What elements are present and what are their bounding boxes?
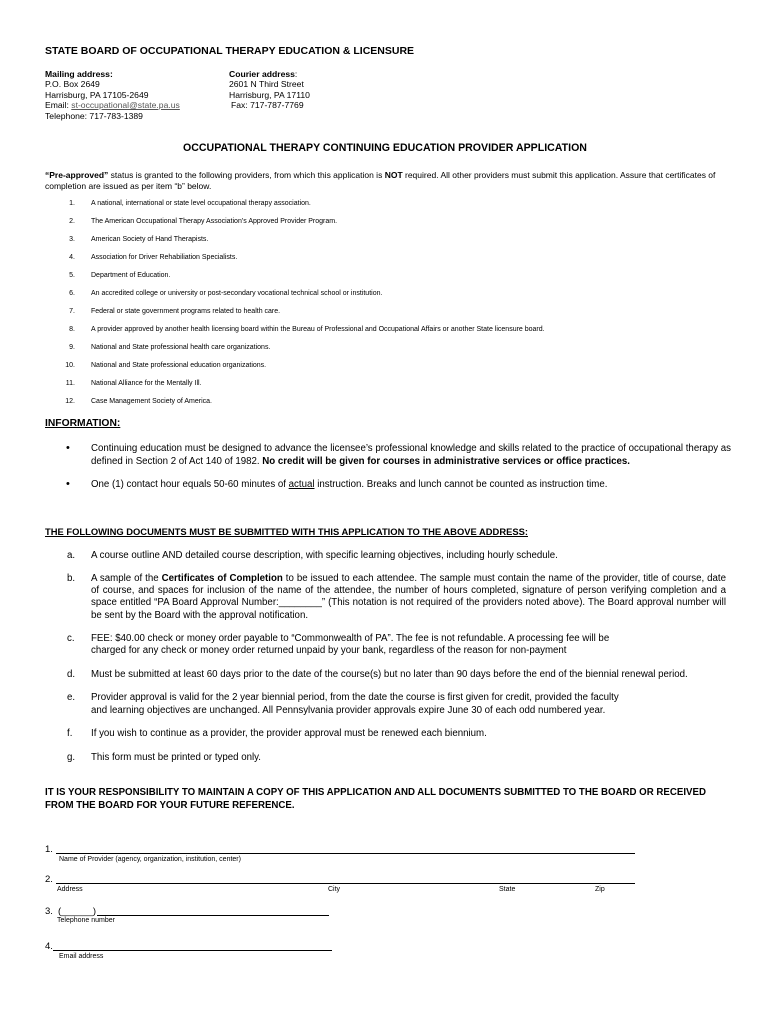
- mailing-email-row: [45, 100, 180, 110]
- item-c-line2: charged for any check or money order returned unpaid by your bank, regardless of the reason for non-payment: [91, 645, 567, 656]
- state-caption: State: [499, 886, 516, 893]
- email-prefix: Email:: [45, 100, 72, 111]
- email-field[interactable]: [53, 950, 332, 951]
- city-caption: City: [328, 886, 341, 893]
- intro-text-b: required. All other providers must submit this application. Assure that certificates of completion are issued as per item “b” below.: [45, 170, 716, 191]
- information-bullet-2: One (1) contact hour equals 50-60 minutes of actual instruction. Breaks and lunch cannot be counted as instruction time.: [91, 479, 608, 490]
- item-d-text: Must be submitted at least 60 days prior to the date of the course(s) but no later than 90 days before the end of the biennial renewal period.: [91, 669, 688, 680]
- responsibility-notice: IT IS YOUR RESPONSIBILITY TO MAINTAIN A COPY OF THIS APPLICATION AND ALL DOCUMENTS SUBMITTED TO THE BOARD OR RECEIVED FROM THE BOARD FOR YOUR FUTURE REFERENCE.: [45, 787, 706, 811]
- mailing-line2: Harrisburg, PA 17105-2649: [45, 89, 149, 100]
- item-c-line1: FEE: $40.00 check or money order payable to “Commonwealth of PA”. The fee is not refundable. A processing fee will be: [91, 633, 610, 644]
- item-g-text: This form must be printed or typed only.: [91, 752, 261, 763]
- field-4-number: 4.: [45, 941, 53, 952]
- field-2-number: 2.: [45, 874, 53, 885]
- intro-bold-lead: “Pre-approved”: [45, 170, 109, 180]
- email-link[interactable]: st-occupational@state.pa.us: [71, 100, 180, 111]
- information-heading: INFORMATION:: [45, 418, 121, 429]
- intro-paragraph: [45, 170, 725, 192]
- item-f-letter: f.: [67, 728, 73, 739]
- board-title: STATE BOARD OF OCCUPATIONAL THERAPY EDUCATION & LICENSURE: [45, 45, 415, 57]
- address-caption: Address: [57, 886, 83, 893]
- item-e-line2: and learning objectives are unchanged. All Pennsylvania provider approvals expire June 30 of each odd numbered year.: [91, 705, 606, 716]
- item-a-letter: a.: [67, 550, 76, 561]
- email-caption: Email address: [59, 953, 104, 960]
- mailing-line1: P.O. Box 2649: [45, 79, 100, 90]
- provider-name-caption: Name of Provider (agency, organization, institution, center): [59, 856, 241, 863]
- item-c-letter: c.: [67, 633, 75, 644]
- mailing-address-label: Mailing address:: [45, 69, 113, 79]
- courier-fax: Fax: 717-787-7769: [231, 100, 304, 111]
- courier-line1: 2601 N Third Street: [229, 79, 304, 90]
- courier-address-label: Courier address: [229, 69, 295, 79]
- address-field[interactable]: [56, 883, 635, 884]
- provider-name-field[interactable]: [56, 853, 635, 854]
- courier-colon: :: [294, 69, 298, 79]
- item-b-text: A sample of the Certificates of Completion to be issued to each attendee. The sample must contain the name of the provider, title of course, date of course, and spaces for inclusion of the name of the attendee, the number of hours completed, signature of person verifying completion and a space entitled “PA Board Approval Number:________” (This notation is not required of the providers noted above). The Board approval number will be sent by the Board with the approval notification.: [91, 573, 726, 621]
- courier-line2: Harrisburg, PA 17110: [229, 89, 310, 100]
- item-g-letter: g.: [67, 752, 76, 763]
- area-code-parens: (______): [58, 906, 97, 917]
- mailing-phone: Telephone: 717-783-1389: [45, 110, 143, 121]
- item-d-letter: d.: [67, 669, 76, 680]
- item-e-line1: Provider approval is valid for the 2 year biennial period, from the date the course is first given for credit, provided the faculty: [91, 692, 619, 703]
- documents-heading: THE FOLLOWING DOCUMENTS MUST BE SUBMITTED WITH THIS APPLICATION TO THE ABOVE ADDRESS:: [45, 526, 528, 537]
- information-bullet-1: Continuing education must be designed to advance the licensee’s professional knowledge and skills related to the practice of occupational therapy as defined in Section 2 of Act 140 of 1982. No credit will be given for courses in administrative services or office practices.: [91, 443, 731, 467]
- telephone-caption: Telephone number: [57, 917, 115, 924]
- field-1-number: 1.: [45, 844, 53, 855]
- zip-caption: Zip: [595, 886, 605, 893]
- courier-label-row: [229, 69, 310, 79]
- intro-not: NOT: [384, 170, 403, 180]
- item-f-text: If you wish to continue as a provider, the provider approval must be renewed each biennium.: [91, 728, 487, 739]
- item-a-text: A course outline AND detailed course description, with specific learning objectives, including hourly schedule.: [91, 550, 558, 561]
- courier-address-block: [229, 69, 310, 111]
- intro-text-a: status is granted to the following providers, from which this application is: [108, 170, 385, 180]
- item-e-letter: e.: [67, 692, 76, 703]
- application-title: OCCUPATIONAL THERAPY CONTINUING EDUCATION PROVIDER APPLICATION: [183, 142, 587, 154]
- bullet-icon: •: [66, 478, 70, 490]
- telephone-field[interactable]: [97, 915, 329, 916]
- bullet-icon: •: [66, 442, 70, 454]
- item-b-letter: b.: [67, 573, 76, 584]
- mailing-address-block: [45, 69, 180, 121]
- field-3-number: 3.: [45, 906, 53, 917]
